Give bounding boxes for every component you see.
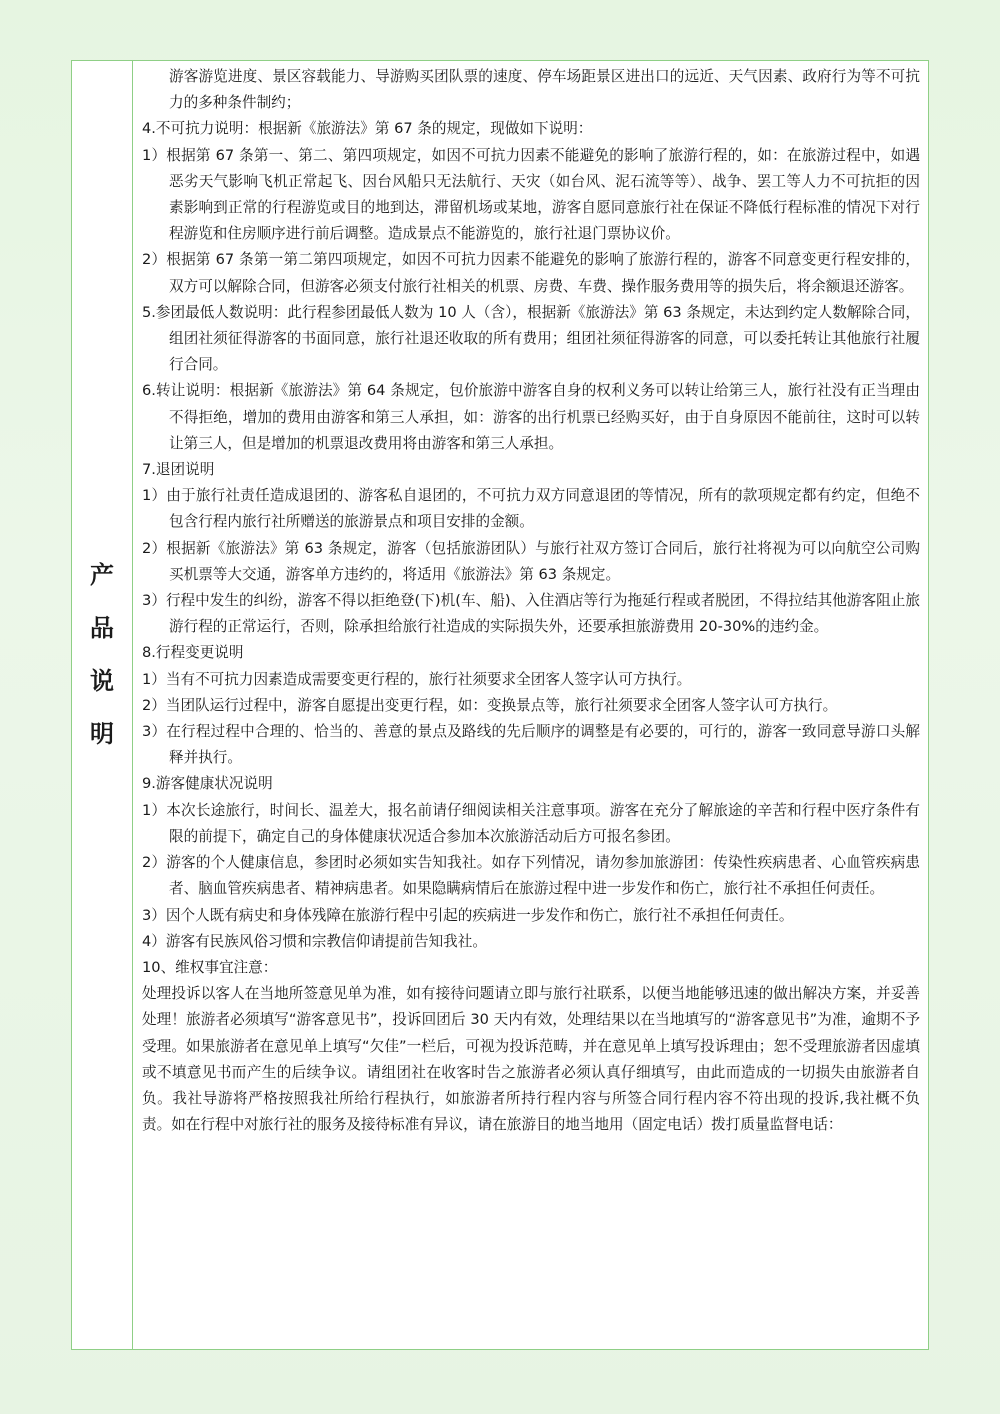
product-notes-table <box>71 60 929 1350</box>
paragraph: 1）本次长途旅行，时间长、温差大，报名前请仔细阅读相关注意事项。游客在充分了解旅途的辛苦和行程中医疗条件有限的前提下，确定自己的身体健康状况适合参加本次旅游活动后方可报名参团。 <box>142 801 920 845</box>
label-char: 产 <box>90 561 114 589</box>
paragraph: 处理投诉以客人在当地所签意见单为准，如有接待问题请立即与旅行社联系，以便当地能够迅速的做出解决方案，并妥善处理！旅游者必须填写“游客意见书”，投诉回团后 30 天内有效，处理结果以在当地填写的“游客意见书”为准，逾期不予受理。如果旅游者在意见单上填写“欠佳”一栏后，可视为投诉范畴，并在意见单上填写投诉理由；恕不受理旅游者因虚填或不填意见书而产生的后续争议。请组团社在收客时告之旅游者必须认真仔细填写，由此而造成的一切损失由旅游者自负。我社导游将严格按照我社所给行程执行，如旅游者所持行程内容与所签合同行程内容不符出现的投诉,我社概不负责。如在行程中对旅行社的服务及接待标准有异议，请在旅游目的地当地用（固定电话）拨打质量监督电话： <box>142 985 920 1134</box>
paragraph: 3）因个人既有病史和身体残障在旅游行程中引起的疾病进一步发作和伤亡，旅行社不承担任何责任。 <box>142 906 794 924</box>
paragraph: 6.转让说明：根据新《旅游法》第 64 条规定，包价旅游中游客自身的权利义务可以转让给第三人，旅行社没有正当理由不得拒绝，增加的费用由游客和第三人承担，如：游客的出行机票已经购买好，由于自身原因不能前往，这时可以转让第三人，但是增加的机票退改费用将由游客和第三人承担。 <box>142 382 920 452</box>
paragraph: 2）当团队运行过程中，游客自愿提出变更行程，如：变换景点等，旅行社须要求全团客人签字认可方执行。 <box>142 696 838 714</box>
section-heading: 8.行程变更说明 <box>142 644 244 662</box>
paragraph: 4）游客有民族风俗习惯和宗教信仰请提前告知我社。 <box>142 932 487 950</box>
paragraph: 2）根据新《旅游法》第 63 条规定，游客（包括旅游团队）与旅行社双方签订合同后，旅行社将视为可以向航空公司购买机票等大交通，游客单方违约的，将适用《旅游法》第 63 条规定。 <box>142 539 920 583</box>
label-char: 品 <box>90 614 114 642</box>
section-label <box>90 549 114 761</box>
label-char: 说 <box>90 667 114 695</box>
paragraph: 1）根据第 67 条第一、第二、第四项规定，如因不可抗力因素不能避免的影响了旅游行程的，如：在旅游过程中，如遇恶劣天气影响飞机正常起飞、因台风船只无法航行、天灾（如台风、泥石流等等）、战争、罢工等人力不可抗拒的因素影响到正常的行程游览或目的地到达，滞留机场或某地，游客自愿同意旅行社在保证不降低行程标准的情况下对行程游览和住房顺序进行前后调整。造成景点不能游览的，旅行社退门票协议价。 <box>142 146 920 243</box>
section-label-cell <box>72 61 133 1349</box>
paragraph: 3）在行程过程中合理的、恰当的、善意的景点及路线的先后顺序的调整是有必要的，可行的，游客一致同意导游口头解释并执行。 <box>142 723 920 767</box>
label-char: 明 <box>90 720 114 748</box>
paragraph: 2）游客的个人健康信息，参团时必须如实告知我社。如存下列情况，请勿参加旅游团：传染性疾病患者、心血管疾病患者、脑血管疾病患者、精神病患者。如果隐瞒病情后在旅游过程中进一步发作和伤亡，旅行社不承担任何责任。 <box>142 854 920 898</box>
paragraph: 1）由于旅行社责任造成退团的、游客私自退团的，不可抗力双方同意退团的等情况，所有的款项规定都有约定，但绝不包含行程内旅行社所赠送的旅游景点和项目安排的金额。 <box>142 487 920 531</box>
section-heading: 7.退团说明 <box>142 461 215 479</box>
paragraph: 游客游览进度、景区容载能力、导游购买团队票的速度、停车场距景区进出口的远近、天气因素、政府行为等不可抗力的多种条件制约； <box>169 68 920 112</box>
section-heading: 4.不可抗力说明：根据新《旅游法》第 67 条的规定，现做如下说明： <box>142 120 593 138</box>
section-heading: 10、维权事宜注意： <box>142 958 278 976</box>
paragraph: 3）行程中发生的纠纷，游客不得以拒绝登(下)机(车、船)、入住酒店等行为拖延行程或者脱团，不得拉结其他游客阻止旅游行程的正常运行，否则，除承担给旅行社造成的实际损失外，还要承担旅游费用 20-30%的违约金。 <box>142 592 920 636</box>
paragraph: 2）根据第 67 条第一第二第四项规定，如因不可抗力因素不能避免的影响了旅游行程的，游客不同意变更行程安排的，双方可以解除合同，但游客必须支付旅行社相关的机票、房费、车费、操作服务费用等的损失后，将余额退还游客。 <box>142 251 920 295</box>
paragraph: 5.参团最低人数说明：此行程参团最低人数为 10 人（含），根据新《旅游法》第 63 条规定，未达到约定人数解除合同，组团社须征得游客的书面同意，旅行社退还收取的所有费用；组团社须征得游客的同意，可以委托转让其他旅行社履行合同。 <box>142 303 920 374</box>
product-notes-content <box>133 61 928 1349</box>
paragraph: 1）当有不可抗力因素造成需要变更行程的，旅行社须要求全团客人签字认可方执行。 <box>142 670 692 688</box>
section-heading: 9.游客健康状况说明 <box>142 775 273 793</box>
